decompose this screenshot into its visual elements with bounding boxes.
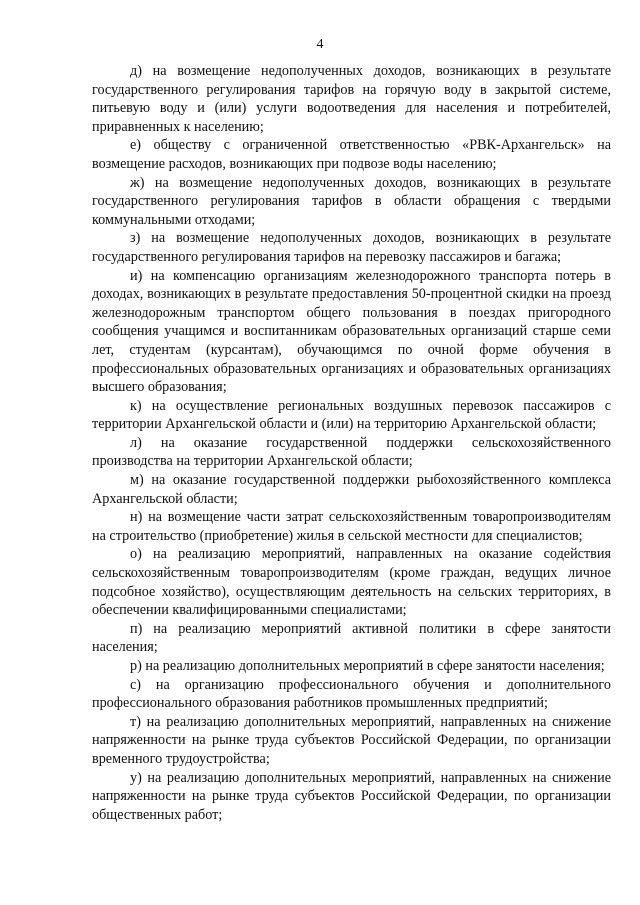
paragraph-s: с) на организацию профессионального обучения и дополнительного профессионального образования работников промышленных предприятий; (92, 676, 611, 712)
paragraph-d: д) на возмещение недополученных доходов, возникающих в результате государственного регулирования тарифов на горячую воду в закрытой системе, питьевую воду и (или) услуги водоотведения для населения и потребителей, приравненных к населению; (92, 63, 611, 135)
paragraph-z: з) на возмещение недополученных доходов, возникающих в результате государственного регулирования тарифов на перевозку пассажиров и багажа; (92, 230, 611, 265)
paragraph-k: к) на осуществление региональных воздушных перевозок пассажиров с территории Архангельской области и (или) на территорию Архангельской области; (92, 397, 611, 433)
paragraph-r: р) на реализацию дополнительных мероприятий в сфере занятости населения; (130, 658, 605, 674)
paragraph-o: о) на реализацию мероприятий, направленных на оказание содействия сельскохозяйственным товаропроизводителям (кроме граждан, ведущих личное подсобное хозяйство), осуществляющим деятельность на сельских территориях, в обеспечении квалифицированными специалистами; (92, 546, 611, 619)
page-number: 4 (316, 37, 324, 52)
paragraph-l: л) на оказание государственной поддержки сельскохозяйственного производства на территории Архангельской области; (92, 434, 611, 470)
paragraph-p: п) на реализацию мероприятий активной политики в сфере занятости населения; (92, 620, 611, 656)
paragraph-i: и) на компенсацию организациям железнодорожного транспорта потерь в доходах, возникающих в результате предоставления 50-процентной скидки на проезд железнодорожным транспортом общего пользования в поездах пригородного сообщения учащимся и воспитанникам образовательных организаций старше семи лет, студентам (курсантам), обучающимся по очной форме обучения в профессиональных образовательных организациях и образовательных организациях высшего образования; (92, 267, 611, 396)
paragraph-zh: ж) на возмещение недополученных доходов, возникающих в результате государственного регулирования тарифов в области обращения с твердыми коммунальными отходами; (92, 174, 611, 228)
document-body (92, 62, 611, 824)
paragraph-m: м) на оказание государственной поддержки рыбохозяйственного комплекса Архангельской области; (92, 472, 611, 507)
paragraph-u: у) на реализацию дополнительных мероприятий, направленных на снижение напряженности на рынке труда субъектов Российской Федерации, по организации общественных работ; (92, 769, 611, 823)
paragraph-t: т) на реализацию дополнительных мероприятий, направленных на снижение напряженности на рынке труда субъектов Российской Федерации, по организации временного трудоустройства; (92, 713, 611, 767)
paragraph-n: н) на возмещение части затрат сельскохозяйственным товаропроизводителям на строительство (приобретение) жилья в сельской местности для специалистов; (92, 509, 611, 544)
paragraph-e: е) обществу с ограниченной ответственностью «РВК-Архангельск» на возмещение расходов, возникающих при подвозе воды населению; (92, 137, 611, 172)
